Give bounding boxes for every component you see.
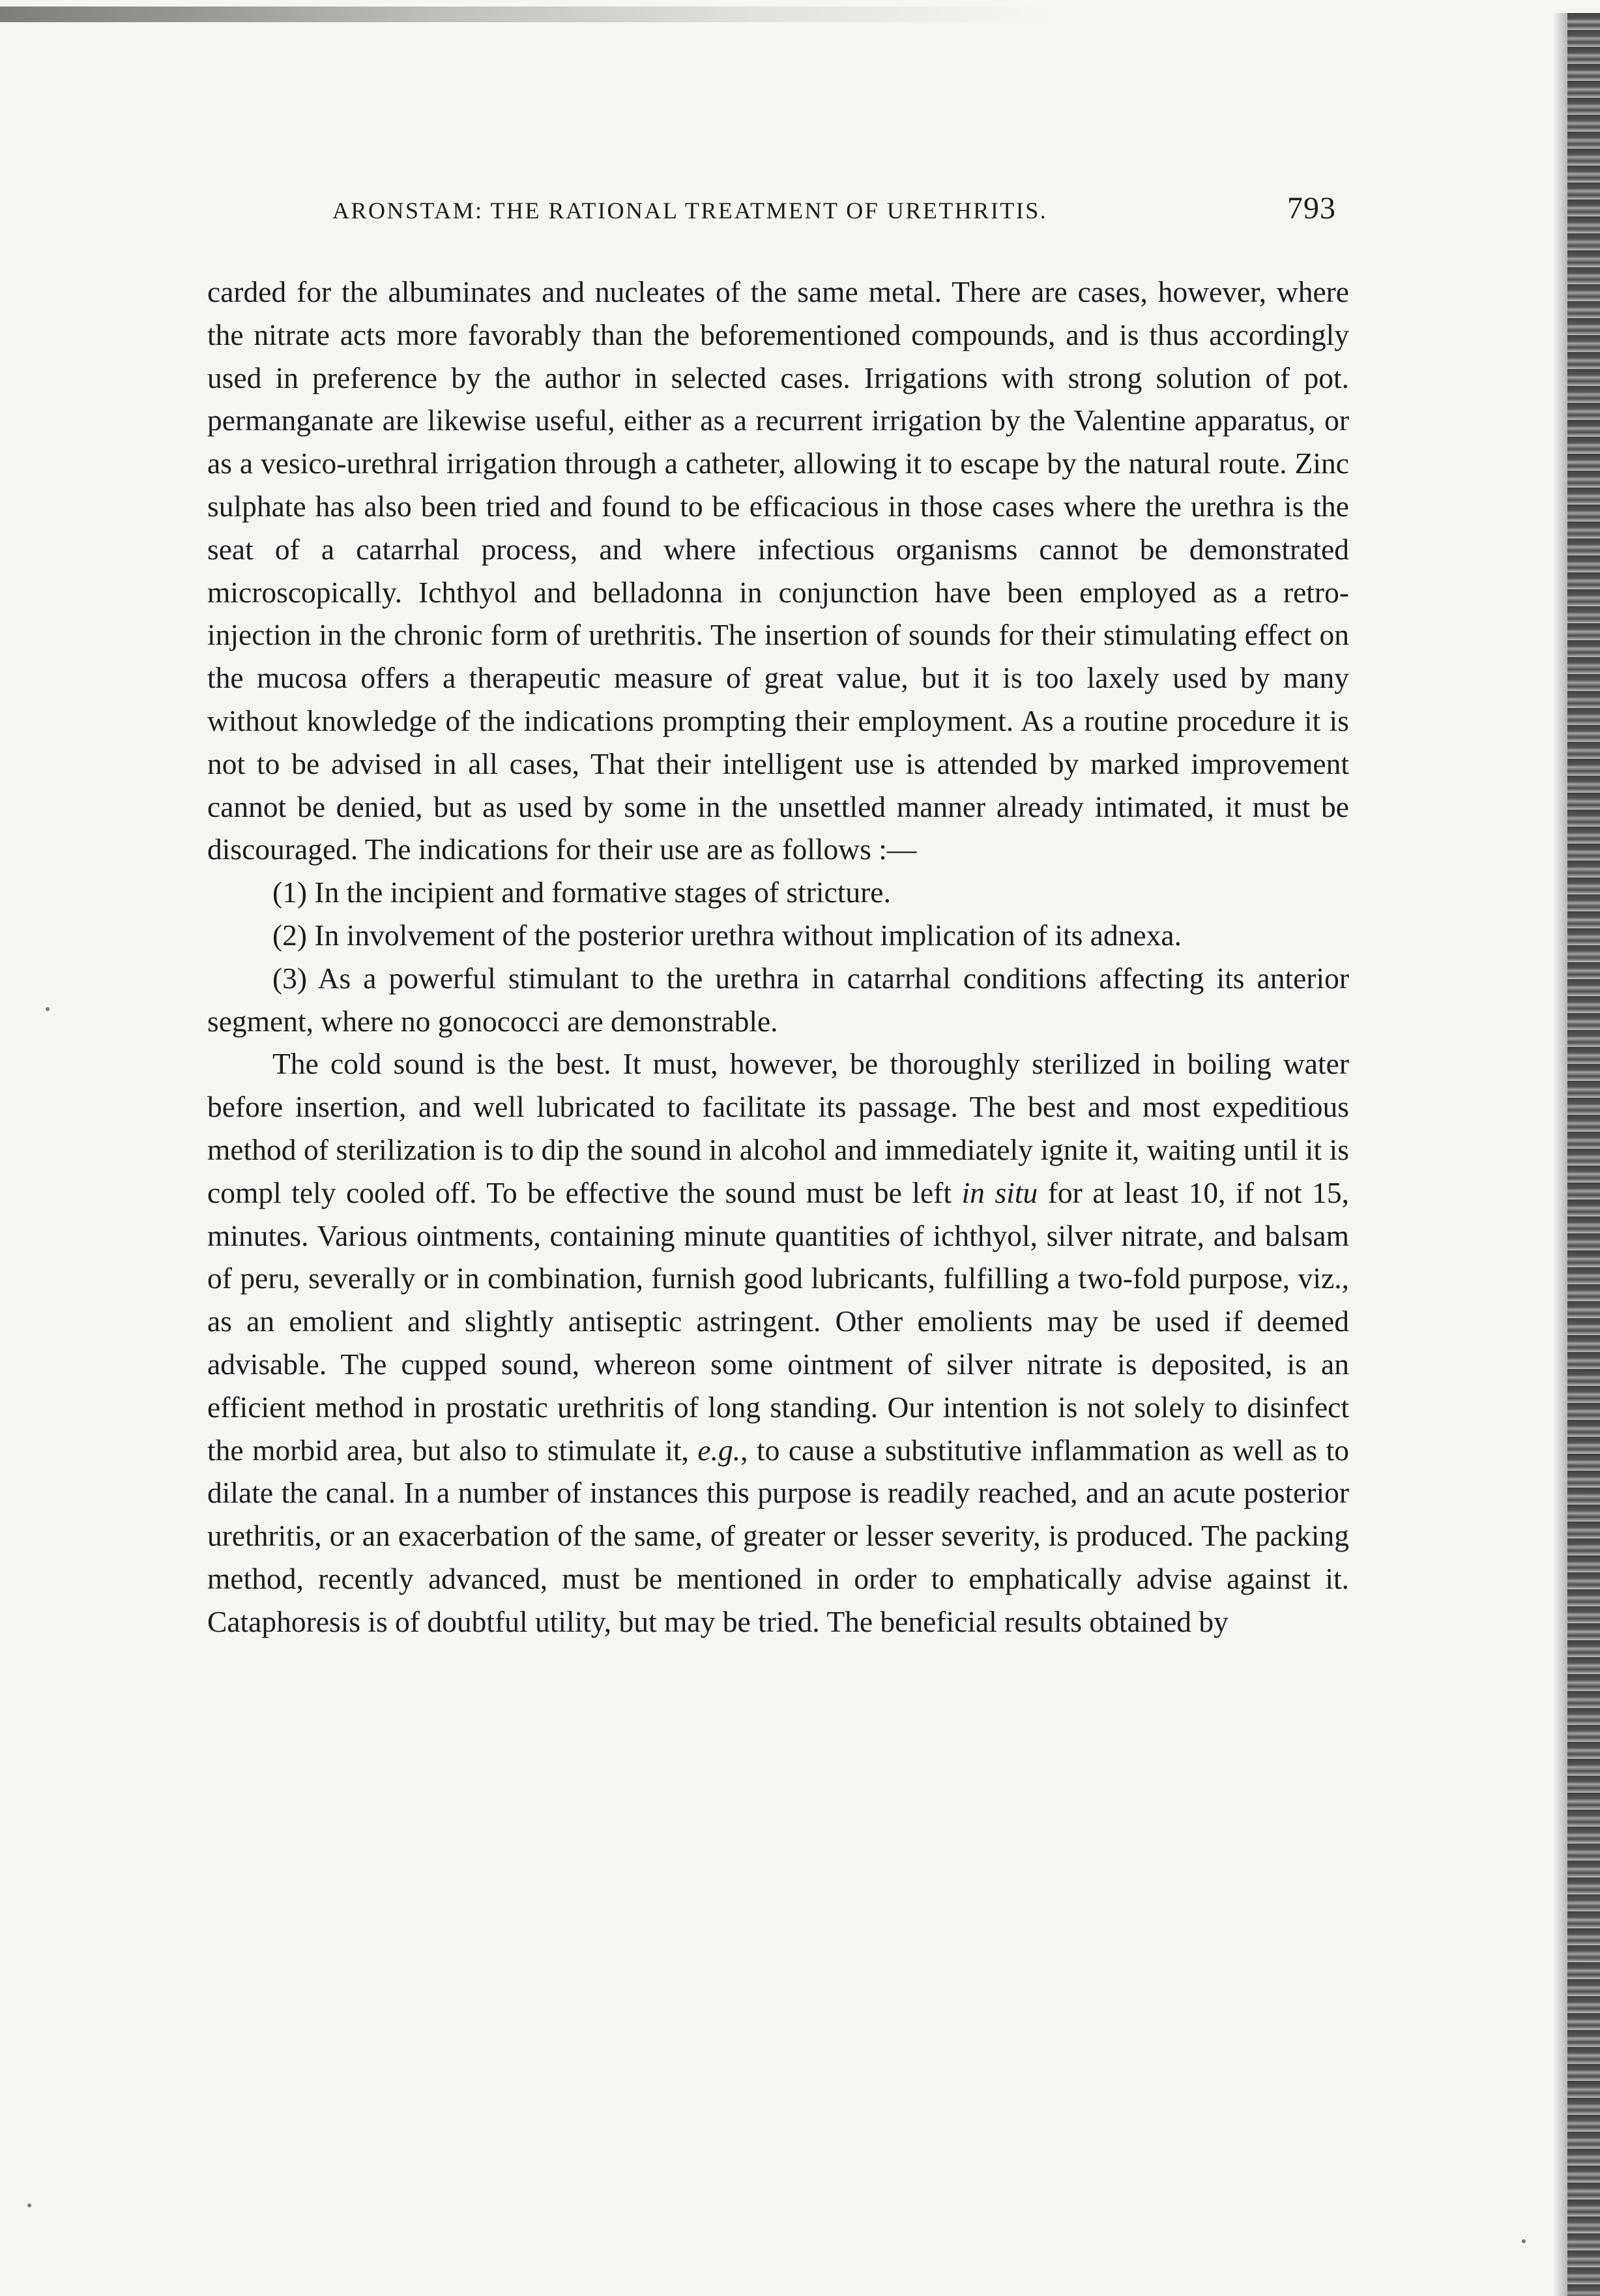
indication-item: (3) As a powerful stimulant to the urethra in catarrhal conditions affecting its anterior segment, where no gonococci are demonstrable. [207, 961, 1349, 1038]
scan-speck [46, 1007, 50, 1011]
paragraph-text: The cold sound is the best. It must, however, be thoroughly sterilized in boiling water before insertion, and well lubricated to facilitate its passage. The best and most expeditious method of sterilization is to dip the sound in alcohol and immediately ignite it, waiting until it is compl tely cooled off. To be effective the sound must be left [207, 1047, 1349, 1209]
scan-speck [1522, 2239, 1526, 2243]
running-title: ARONSTAM: THE RATIONAL TREATMENT OF URETHRITIS. [332, 198, 1048, 224]
page-number: 793 [1287, 191, 1336, 226]
body-text [207, 271, 1349, 1643]
running-head [332, 190, 1336, 229]
scan-top-edge [0, 7, 1056, 22]
scan-speck [27, 2203, 31, 2207]
indication-item: (2) In involvement of the posterior urethra without implication of its adnexa. [272, 918, 1182, 952]
paragraph-text: for at least 10, if not 15, minutes. Various ointments, containing minute quantities of ichthyol, silver nitrate, and balsam of peru, severally or in combination, furnish good lubricants, fulfilling a two-fold purpose, viz., as an emolient and slightly antiseptic astringent. Other emolients may be used if deemed advisable. The cupped sound, whereon some ointment of silver nitrate is deposited, is an efficient method in prostatic urethritis of long standing. Our intention is not solely to disinfect the morbid area, but also to stimulate it, [207, 1175, 1349, 1467]
scan-binding-shadow [1553, 13, 1567, 2296]
indication-item: (1) In the incipient and formative stages of stricture. [272, 876, 891, 909]
paragraph-text: , to cause a substitutive inflammation as well as to dilate the canal. In a number of instances this purpose is readily reached, and an acute posterior urethritis, or an exacerbation of the same, of greater or lesser severity, is produced. The packing method, recently advanced, must be mentioned in order to emphatically advise against it. Cataphoresis is of doubtful utility, but may be tried. The beneficial results obtained by [207, 1433, 1350, 1638]
paragraph: carded for the albuminates and nucleates of the same metal. There are cases, however, where the nitrate acts more favorably than the beforementioned compounds, and is thus accordingly used in preference by the author in selected cases. Irrigations with strong solution of pot. permanganate are likewise useful, either as a recurrent irrigation by the Valentine apparatus, or as a vesico-urethral irrigation through a catheter, allowing it to escape by the natural route. Zinc sulphate has also been tried and found to be efficacious in those cases where the urethra is the seat of a catarrhal process, and where infectious organisms cannot be demonstrated microscopically. Ichthyol and belladonna in conjunction have been employed as a retro-injection in the chronic form of urethritis. The insertion of sounds for their stimulating effect on the mucosa offers a therapeutic measure of great value, but it is too laxely used by many without knowledge of the indications prompting their employment. As a routine procedure it is not to be advised in all cases, That their intelligent use is attended by marked improvement cannot be denied, but as used by some in the unsettled manner already intimated, it must be discouraged. The indications for their use are as follows :— [207, 275, 1349, 866]
italic-term: e.g. [697, 1433, 741, 1467]
paragraph [207, 1042, 1349, 1643]
italic-term: in situ [961, 1175, 1038, 1209]
scan-right-edge [1567, 13, 1600, 2296]
